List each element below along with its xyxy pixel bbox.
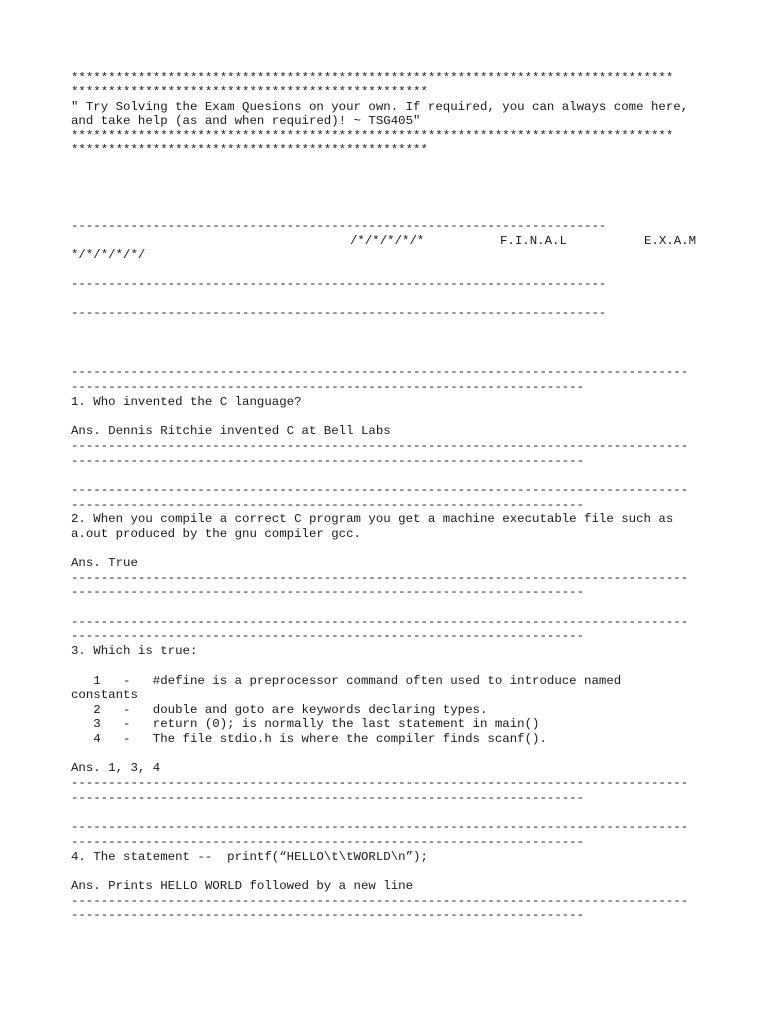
option-line: 3 - return (0); is normally the last statement in main() [71, 717, 540, 731]
question-text: 4. The statement -- printf(“HELLO\t\tWORLD\n”); [71, 850, 428, 864]
exam-title [71, 234, 697, 248]
dash-rule: --------------------------------------------------------------------- [71, 835, 585, 849]
dash-rule: --------------------------------------------------------------------- [71, 629, 585, 643]
question-text: 2. When you compile a correct C program you get a machine executable file such as [71, 512, 674, 526]
dash-rule: ----------------------------------------------------------------------------------- [71, 365, 689, 379]
dash-rule: ----------------------------------------------------------------------------------- [71, 776, 689, 790]
title-right-mark: */*/*/*/*/ [71, 248, 146, 262]
answer-text: Ans. True [71, 556, 138, 570]
dash-rule: --------------------------------------------------------------------- [71, 498, 585, 512]
option-line: 2 - double and goto are keywords declaring types. [71, 703, 488, 717]
title-word-exam: E.X.A.M [644, 234, 697, 248]
question-text: a.out produced by the gnu compiler gcc. [71, 527, 361, 541]
star-rule: ********************************************************************************* [71, 129, 674, 143]
question-text: 3. Which is true: [71, 644, 198, 658]
option-line: 4 - The file stdio.h is where the compiler finds scanf(). [71, 732, 547, 746]
dash-rule: ----------------------------------------------------------------------------------- [71, 615, 689, 629]
dash-rule: ------------------------------------------------------------------------ [71, 277, 607, 291]
star-rule: ************************************************ [71, 143, 428, 157]
answer-text: Ans. Dennis Ritchie invented C at Bell Labs [71, 424, 391, 438]
answer-text: Ans. Prints HELLO WORLD followed by a new line [71, 879, 414, 893]
star-rule: ************************************************ [71, 85, 428, 99]
question-text: 1. Who invented the C language? [71, 395, 302, 409]
dash-rule: ----------------------------------------------------------------------------------- [71, 571, 689, 585]
title-left-mark: /*/*/*/*/* [350, 234, 425, 248]
dash-rule: ----------------------------------------------------------------------------------- [71, 439, 689, 453]
dash-rule: ----------------------------------------------------------------------------------- [71, 894, 689, 908]
intro-line: and take help (as and when required)! ~ TSG405" [71, 114, 421, 128]
dash-rule: --------------------------------------------------------------------- [71, 454, 585, 468]
option-line: 1 - #define is a preprocessor command often used to introduce named [71, 674, 622, 688]
star-rule: ********************************************************************************* [71, 71, 674, 85]
dash-rule: ------------------------------------------------------------------------ [71, 219, 607, 233]
dash-rule: --------------------------------------------------------------------- [71, 380, 585, 394]
intro-line: " Try Solving the Exam Quesions on your own. If required, you can always come here, [71, 100, 689, 114]
dash-rule: --------------------------------------------------------------------- [71, 908, 585, 922]
title-word-final: F.I.N.A.L [500, 234, 567, 248]
dash-rule: ------------------------------------------------------------------------ [71, 306, 607, 320]
dash-rule: ----------------------------------------------------------------------------------- [71, 483, 689, 497]
dash-rule: --------------------------------------------------------------------- [71, 585, 585, 599]
answer-text: Ans. 1, 3, 4 [71, 761, 161, 775]
option-line: constants [71, 688, 138, 702]
dash-rule: ----------------------------------------------------------------------------------- [71, 820, 689, 834]
dash-rule: --------------------------------------------------------------------- [71, 791, 585, 805]
